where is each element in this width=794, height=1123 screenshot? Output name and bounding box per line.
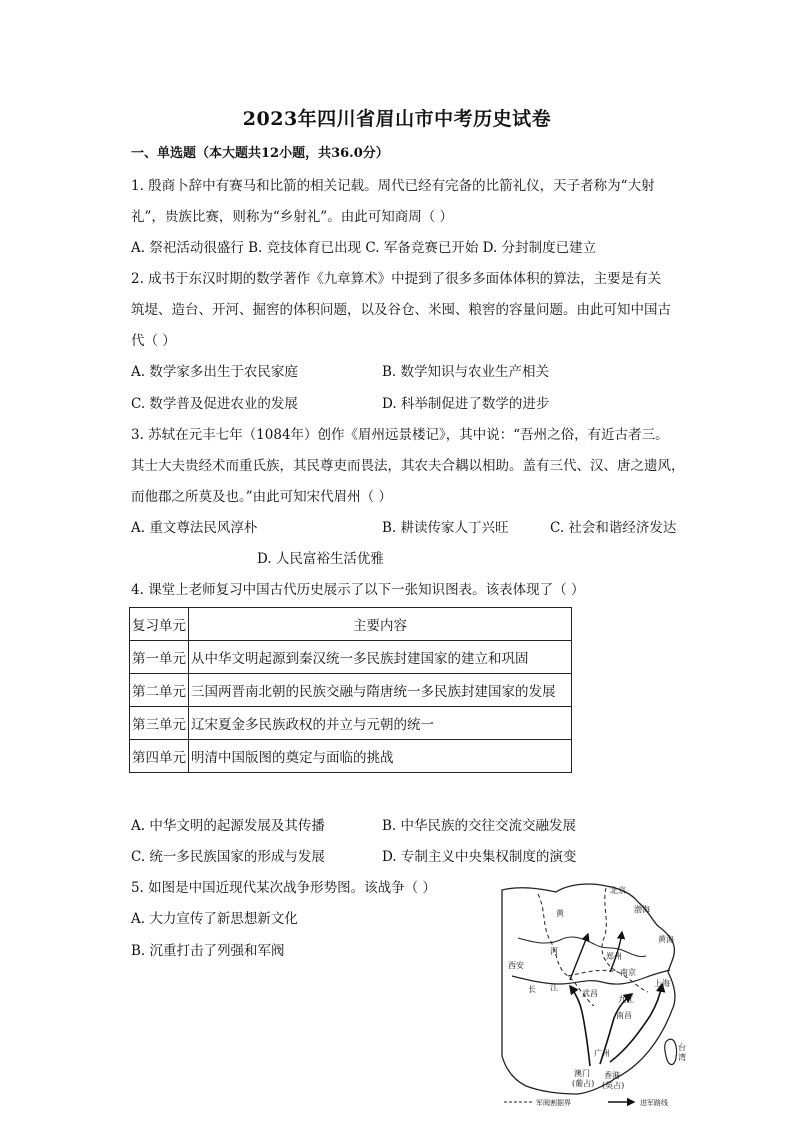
- q2-option-b: B. 数学知识与农业生产相关: [382, 364, 550, 380]
- map-label: 南昌: [616, 1011, 632, 1020]
- map-label: 上海: [654, 979, 670, 988]
- taiwan-outline: [665, 1039, 677, 1064]
- table-row: [130, 740, 572, 773]
- table-row: [130, 707, 572, 740]
- q1-stem-line2: 礼”，贵族比赛，则称为“乡射礼”。由此可知商周（ ）: [131, 209, 453, 225]
- march-route: [570, 986, 590, 1066]
- yangtze-river: [512, 970, 670, 984]
- table-header-cell: 复习单元: [130, 608, 189, 641]
- q4-option-d: D. 专制主义中央集权制度的演变: [382, 849, 577, 865]
- table-cell: 第一单元: [130, 641, 189, 674]
- table-cell: 辽宋夏金多民族政权的并立与元朝的统一: [189, 707, 572, 740]
- knowledge-table: [129, 607, 572, 773]
- q3-option-a: A. 重文尊法民风淳朴: [131, 520, 258, 536]
- q4-option-a: A. 中华文明的起源发展及其传播: [131, 818, 325, 834]
- q1-options: A. 祭祀活动很盛行 B. 竞技体育已出现 C. 军备竞赛已开始 D. 分封制度已建立: [131, 240, 597, 256]
- map-label: 南京: [620, 968, 636, 977]
- q5-option-b: B. 沉重打击了列强和军阀: [131, 943, 285, 959]
- table-cell: 第四单元: [130, 740, 189, 773]
- map-label: 九江: [618, 995, 634, 1004]
- q3-stem-line1: 3. 苏轼在元丰七年（1084年）创作《眉州远景楼记》，其中说：“吾州之俗，有近古者三。: [131, 427, 669, 443]
- legend-route-label: 进军路线: [640, 1099, 668, 1107]
- table-cell: 三国两晋南北朝的民族交融与隋唐统一多民族封建国家的发展: [189, 674, 572, 707]
- q3-stem-line3: 而他郡之所莫及也。”由此可知宋代眉州（ ）: [131, 489, 392, 505]
- map-label: 江: [550, 983, 558, 992]
- map-label: 湾: [678, 1053, 686, 1062]
- table-header-cell: 主要内容: [189, 608, 572, 641]
- map-label: 长: [528, 985, 536, 994]
- q1-stem-line1: 1. 殷商卜辞中有赛马和比箭的相关记载。周代已经有完备的比箭礼仪，天子者称为“大射: [131, 178, 655, 194]
- table-header-row: [130, 608, 572, 641]
- map-label: 武昌: [582, 989, 598, 998]
- q2-option-d: D. 科举制促进了数学的进步: [382, 396, 550, 412]
- q2-option-c: C. 数学普及促进农业的发展: [131, 396, 298, 412]
- legend-boundary-label: 军阀割据界: [536, 1099, 571, 1107]
- q3-option-c: C. 社会和谐经济发达: [550, 520, 677, 536]
- march-route: [570, 934, 588, 980]
- q2-stem-line3: 代（ ）: [131, 333, 176, 349]
- q3-stem-line2: 其士大夫贵经术而重氏族，其民尊吏而畏法，其农夫合耦以相助。盖有三代、汉、唐之遗风，: [131, 458, 685, 474]
- map-label: 北京: [610, 886, 626, 895]
- table-row: [130, 641, 572, 674]
- section-heading: 一、单选题（本大题共12小题，共36.0分）: [131, 146, 389, 161]
- exam-title: 2023年四川省眉山市中考历史试卷: [242, 108, 552, 130]
- table-cell: 第二单元: [130, 674, 189, 707]
- q3-option-d: D. 人民富裕生活优雅: [257, 551, 384, 567]
- map-label: 黄: [556, 909, 564, 918]
- table-row: [130, 674, 572, 707]
- map-note: (英占): [602, 1081, 625, 1090]
- war-situation-map: [498, 880, 694, 1110]
- q4-option-b: B. 中华民族的交往交流交融发展: [382, 818, 577, 834]
- map-labels: [508, 885, 686, 1090]
- q2-option-a: A. 数学家多出生于农民家庭: [131, 364, 298, 380]
- q5-stem-line1: 5. 如图是中国近现代某次战争形势图。该战争（ ）: [131, 880, 436, 896]
- map-label: 澳门: [574, 1069, 590, 1078]
- table-cell: 明清中国版图的奠定与面临的挑战: [189, 740, 572, 773]
- q4-option-c: C. 统一多民族国家的形成与发展: [131, 849, 325, 865]
- q4-stem-line1: 4. 课堂上老师复习中国古代历史展示了以下一张知识图表。该表体现了（ ）: [131, 582, 585, 598]
- map-label: 渤海: [634, 905, 650, 914]
- q2-stem-line1: 2. 成书于东汉时期的数学著作《九章算术》中提到了很多多面体体积的算法，主要是有关: [131, 271, 662, 287]
- map-label: 台: [678, 1043, 686, 1052]
- map-label: 河: [550, 947, 558, 956]
- yellow-river: [518, 937, 646, 957]
- table-cell: 从中华文明起源到秦汉统一多民族封建国家的建立和巩固: [189, 641, 572, 674]
- q5-option-a: A. 大力宣传了新思想新文化: [131, 911, 298, 927]
- map-label: 香港: [604, 1071, 620, 1080]
- map-label: 郑州: [606, 952, 622, 961]
- map-note: (葡占): [572, 1079, 595, 1088]
- map-label: 黄海: [658, 935, 674, 944]
- map-label: 西安: [508, 961, 524, 970]
- table-cell: 第三单元: [130, 707, 189, 740]
- q2-stem-line2: 筑堤、造台、开河、掘窖的体积问题，以及谷仓、米囤、粮窖的容量问题。由此可知中国古: [131, 302, 671, 318]
- q3-option-b: B. 耕读传家人丁兴旺: [382, 520, 509, 536]
- map-label: 广州: [594, 1049, 610, 1058]
